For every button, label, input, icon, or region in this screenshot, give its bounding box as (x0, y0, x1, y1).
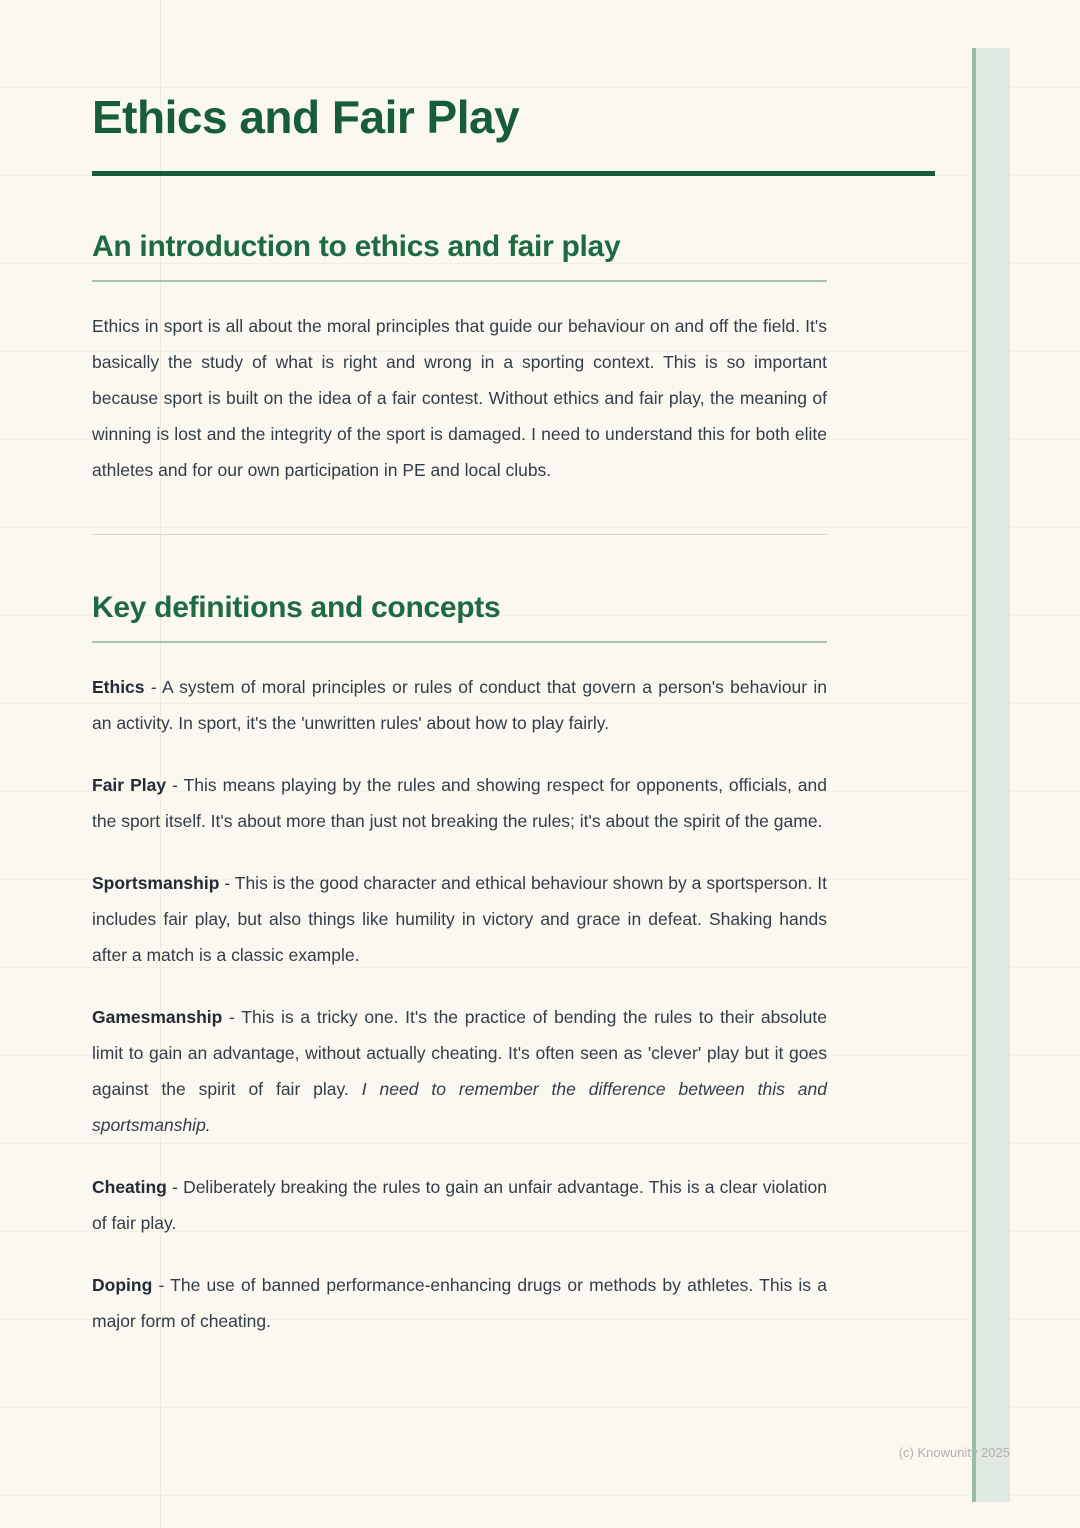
definition-text-ethics: - A system of moral principles or rules of conduct that govern a person's behaviour in an activity. In sport, it's the 'unwritten rules' about how to play fairly. (92, 676, 827, 733)
intro-section-heading: An introduction to ethics and fair play (92, 229, 621, 263)
watermark-credit: (c) Knowunity 2025 (898, 1445, 1010, 1460)
definition-text-doping: - The use of banned performance-enhancing drugs or methods by athletes. This is a major form of cheating. (92, 1274, 827, 1331)
definition-term-fair-play: Fair Play (92, 774, 167, 795)
definition-ethics (92, 669, 827, 741)
definition-text-fair-play: - This means playing by the rules and showing respect for opponents, officials, and the sport itself. It's about more than just not breaking the rules; it's about the spirit of the game. (92, 774, 827, 831)
definition-sportsmanship (92, 865, 827, 973)
definition-term-doping: Doping (92, 1274, 153, 1295)
definition-italic-note-gamesmanship: I need to remember the difference between this and sportsmanship. (92, 1078, 827, 1135)
definition-term-cheating: Cheating (92, 1176, 167, 1197)
intro-paragraph: Ethics in sport is all about the moral principles that guide our behaviour on and off the field. It's basically the study of what is right and wrong in a sporting context. This is so important because sport is built on the idea of a fair contest. Without ethics and fair play, the meaning of winning is lost and the integrity of the sport is damaged. I need to understand this for both elite athletes and for our own participation in PE and local clubs. (92, 315, 827, 480)
definition-text-gamesmanship: - This is a tricky one. It's the practice of bending the rules to their absolute limit to gain an advantage, without actually cheating. It's often seen as 'clever' play but it goes against the spirit of fair play. (92, 1006, 827, 1099)
page-title: Ethics and Fair Play (92, 91, 520, 143)
definitions-heading-rule (92, 641, 827, 643)
definitions-section-heading: Key definitions and concepts (92, 590, 501, 624)
title-rule (92, 171, 935, 176)
definition-term-gamesmanship: Gamesmanship (92, 1006, 223, 1027)
definition-gamesmanship (92, 999, 827, 1143)
definition-text-cheating: - Deliberately breaking the rules to gain an unfair advantage. This is a clear violation of fair play. (92, 1176, 827, 1233)
section-introduction (92, 230, 935, 488)
section-definitions (92, 591, 935, 1339)
definition-cheating (92, 1169, 827, 1241)
definition-fair-play (92, 767, 827, 839)
definition-text-sportsmanship: - This is the good character and ethical behaviour shown by a sportsperson. It includes fair play, but also things like humility in victory and grace in defeat. Shaking hands after a match is a classic example. (92, 872, 827, 965)
definition-term-sportsmanship: Sportsmanship (92, 872, 220, 893)
intro-heading-rule (92, 280, 827, 282)
section-divider (92, 534, 827, 535)
definition-doping (92, 1267, 827, 1339)
definition-term-ethics: Ethics (92, 676, 145, 697)
